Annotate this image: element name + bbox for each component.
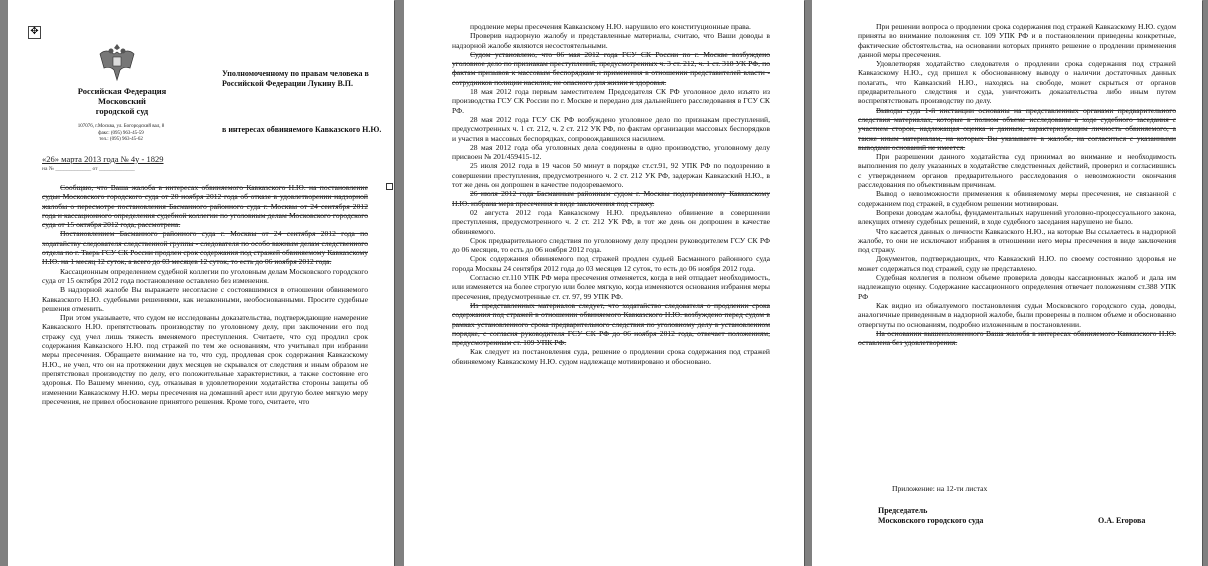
on-behalf-of: в интересах обвиняемого Кавказского Н.Ю.: [222, 125, 382, 134]
paragraph: Проверив надзорную жалобу и представленные материалы, считаю, что Ваши доводы в надзорной жалобе являются несостоятельными.: [452, 31, 770, 50]
paragraph: 18 мая 2012 года первым заместителем Председателя СК РФ уголовное дело изъято из производства ГСУ СК России по г. Москве и передано для дальнейшего расследования в ГСУ СК РФ.: [452, 87, 770, 115]
paragraph: Постановлением Басманного районного суда г. Москвы от 24 сентября 2012 года по ходатайству следователя следственной группы - следователя по особо важным делам следственного отдела по г. Тверь ГСУ СК России продлен срок содержания под стражей обвиняемому Кавказскому Н.Ю. на 1 месяц 12 суток, а всего до 03 месяцев 12 суток, то есть до 06 ноября 2012 года.: [42, 229, 368, 267]
paragraph: продление меры пресечения Кавказскому Н.Ю. нарушило его конституционные права.: [470, 22, 751, 31]
addressee: Уполномоченному по правам человека в Российской Федерации Лукину В.П.: [222, 69, 369, 88]
paragraph: Срок предварительного следствия по уголовному делу продлен руководителем ГСУ СК РФ до 06 месяцев, то есть до 06 ноября 2012 года.: [452, 235, 770, 255]
paragraph: 25 июля 2012 года в 19 часов 50 минут в порядке ст.ст.91, 92 УПК РФ по подозрению в совершении преступления, предусмотренного ч. 2 ст. 212 УК РФ, задержан Кавказский Н.Ю., в тот же день он допрошен в качестве подозреваемого.: [452, 161, 770, 190]
issuer-address: [46, 124, 196, 144]
signer-title-line2: Московского городского суда: [878, 516, 984, 525]
paragraph: Как следует из постановления суда, решение о продлении срока содержания под стражей обвиняемому Кавказскому Н.Ю. судом надлежаще мотивировано и обосновано.: [452, 347, 770, 366]
paragraph: При этом указываете, что судом не исследованы доказательства, подтверждающие намерение Кавказского Н.Ю. препятствовать производству по уголовному делу, при заключении его под стражу суд учел лишь тяжесть вменяемого преступления. Считаете, что суд продлил срок содержания Кавказского Н.Ю. под стражей по тем же основаниям, что учитывал при избрании меры пресечения. Обращаете внимание на то, что суд, продлевая срок содержания Кавказскому Н.Ю., не учел, что он на протяжении двух месяцев не скрывался от следствия и иным образом не препятствовал производству по делу, его положительные характеристики, а также состояние его здоровья. По Вашему мнению, суд, отказывая в удовлетворении ходатайства стороны защиты об изменении Кавказскому Н.Ю. меры пресечения на домашний арест или другую более мягкую меру пресечения, не привел обоснование принятого решения. Кроме того, считаете, что: [42, 313, 368, 406]
paragraph: Что касается данных о личности Кавказского Н.Ю., на которые Вы ссылаетесь в надзорной жалобе, то они не исключают избрания в отношении него меры пресечения в виде заключения под стражу.: [858, 226, 1176, 255]
page2-body: [452, 22, 770, 366]
paragraph: Срок содержания обвиняемого под стражей продлен судьей Басманного районного суда города Москвы 24 сентября 2012 года до 03 месяцев 12 суток, то есть до 06 ноября 2012 года.: [452, 254, 770, 273]
paragraph: Документов, подтверждающих, что Кавказский Н.Ю. по своему состоянию здоровья не может содержаться под стражей, суду не представлено.: [858, 254, 1176, 273]
paragraph: Судебная коллегия в полном объеме проверила доводы кассационных жалоб и дала им надлежащую оценку. Содержание кассационного определения отвечает положениям ст.388 УПК РФ: [858, 273, 1176, 301]
document-page-1: [8, 0, 394, 566]
paragraph: Сообщаю, что Ваша жалоба в интересах обвиняемого Кавказского Н.Ю. на постановление судьи Московского городского суда от 20 ноября 2012 года об отказе в удовлетворении надзорной жалобы о пересмотре постановления Басманного районного суда г. Москвы от 24 сентября 2012 года и кассационного определения судебной коллегии по уголовным делам Московского городского суда от 15 октября 2012 года, рассмотрена.: [42, 183, 368, 230]
signer-title: [878, 506, 983, 526]
paragraph: При решении вопроса о продлении срока содержания под стражей Кавказскому Н.Ю. судом приняты во внимание положения ст. 109 УПК РФ и в постановлении приведены конкретные, фактические обстоятельства, на основании которых принято решение о продлении применения данной меры пресечения.: [858, 22, 1176, 59]
signer-title-line1: Председатель: [878, 506, 928, 515]
paragraph: 02 августа 2012 года Кавказскому Н.Ю. предъявлено обвинение в совершении преступления, предусмотренного ч. 2 ст. 212 УК РФ, в тот же день он допрошен в качестве обвиняемого.: [452, 207, 770, 236]
phone-line: тел.: (095) 963-45-62: [99, 137, 143, 142]
paragraph: Вывод о невозможности применения к обвиняемому меры пресечения, не связанной с содержанием под стражей, в судебном решении мотивирован.: [858, 189, 1176, 208]
document-page-2: [404, 0, 804, 566]
paragraph: Как видно из обжалуемого постановления судьи Московского городского суда, доводы, аналогичные приведенным в надзорной жалобе, были проверены в полном объеме и обоснованно отвергнуты по основаниям, подробно изложенным в постановлении.: [858, 300, 1176, 329]
issuer-block: [66, 86, 178, 116]
page1-body: [42, 183, 368, 406]
paragraph: При разрешении данного ходатайства суд принимал во внимание и необходимость выполнения по делу указанных в ходатайстве следственных действий, проверил и согласившись с утверждением органов предварительного расследования о невозможности окончания расследования по объективным причинам.: [858, 152, 1176, 190]
paragraph: Выводы суда 1-й инстанции основаны на представленных органами предварительного следствия материалах, которые в полном объеме исследованы в ходе судебного заседания с участием сторон, надлежащая оценка и данным, характеризующим личность обвиняемого, а также иным материалам, на которых Вы указываете в жалобе, на согласиться с указанными выводами оснований не имеется.: [858, 105, 1176, 152]
paragraph: 28 мая 2012 года ГСУ СК РФ возбуждено уголовное дело по признакам преступлений, предусмотренных ч. 1 ст. 212, ч. 2 ст. 212 УК РФ, по фактам организации массовых беспорядков и участия в массовых беспорядках, сопровождавшихся насилием.: [452, 114, 770, 143]
registration-ref: на № _____________ от _____________: [42, 166, 135, 172]
address-line: 107076, г.Москва, ул. Богородский вал, 8: [77, 124, 165, 129]
table-move-handle-icon[interactable]: ✥: [28, 26, 41, 39]
paragraph: Согласно ст.110 УПК РФ мера пресечения отменяется, когда в ней отпадает необходимость, или изменяется на более строгую или более мягкую, когда изменяются основания избрания меры пресечения, предусмотренные ст. ст. 97, 99 УПК РФ.: [452, 273, 770, 301]
page3-body: [858, 22, 1176, 347]
registration-date: [42, 154, 164, 164]
paragraph: Удовлетворяя ходатайство следователя о продлении срока содержания под стражей Кавказскому Н.Ю., суд пришел к обоснованному выводу о наличии достаточных данных полагать, что Кавказский Н.Ю., находясь на свободе, может скрыться от органов предварительного следствия и суда, уничтожить доказательства либо иным путем воспрепятствовать производству по делу.: [858, 59, 1176, 106]
fax-line: факс: (095) 963-45-59: [98, 130, 144, 136]
coat-of-arms-emblem: [96, 40, 138, 84]
paragraph: Судом установлено, что 06 мая 2012 года ГСУ СК России по г. Москве возбуждено уголовное дело по признакам преступлений, предусмотренных ч. 3 ст. 212, ч. 1 ст. 318 УК РФ, по фактам призывов к массовым беспорядкам и применения в отношении представителей власти - сотрудников полиции насилия, не опасного для жизни и здоровья.: [452, 49, 770, 87]
issuer-court-line1: Московский: [98, 96, 146, 106]
annex-note: Приложение: на 12-ти листах: [892, 484, 988, 493]
paragraph: Кассационным определением судебной коллегии по уголовным делам Московского городского суда от 15 октября 2012 года постановление оставлено без изменения.: [42, 266, 368, 285]
document-page-3: [812, 0, 1202, 566]
signer-name: О.А. Егорова: [1098, 516, 1146, 525]
paragraph: Вопреки доводам жалобы, фундаментальных нарушений уголовно-процессуального закона, влекущих отмену судебных решений, в ходе судебного заседания нарушено не было.: [858, 207, 1176, 227]
paragraph: На основании вышеизложенного Ваша жалоба в интересах обвиняемого Кавказского Н.Ю. оставлена без удовлетворения.: [858, 328, 1176, 348]
text-anchor-icon[interactable]: [386, 183, 393, 190]
paragraph: Из представленных материалов следует, что ходатайство следователя о продлении срока содержания под стражей в отношении обвиняемого Кавказского Н.Ю. возбуждено перед судом в рамках установленного срока предварительного следствия по уголовному делу в установленном порядке, с согласия руководителя ГСУ СК РФ до 06 ноября 2012 года, отвечает положениям, предусмотренным ст. 109 УПК РФ.: [452, 300, 770, 348]
paragraph: 26 июля 2012 года Басманным районным судом г. Москвы подозреваемому Кавказскому Н.Ю. избрана мера пресечения в виде заключения под стражу.: [452, 189, 770, 208]
paragraph: 28 мая 2012 года оба уголовных дела соединены в одно производство, уголовному делу присвоен № 201/459415-12.: [452, 142, 770, 162]
issuer-country: Российская Федерация: [77, 86, 167, 96]
paragraph: В надзорной жалобе Вы выражаете несогласие с состоявшимися в отношении обвиняемого Кавказского Н.Ю. судебными решениями, как незаконными, необоснованными. Просите судебные решения отменить.: [42, 285, 368, 313]
registration-date-text: «26» марта 2013 года № 4у - 1829: [42, 154, 164, 164]
issuer-court-line2: городской суд: [95, 106, 149, 116]
